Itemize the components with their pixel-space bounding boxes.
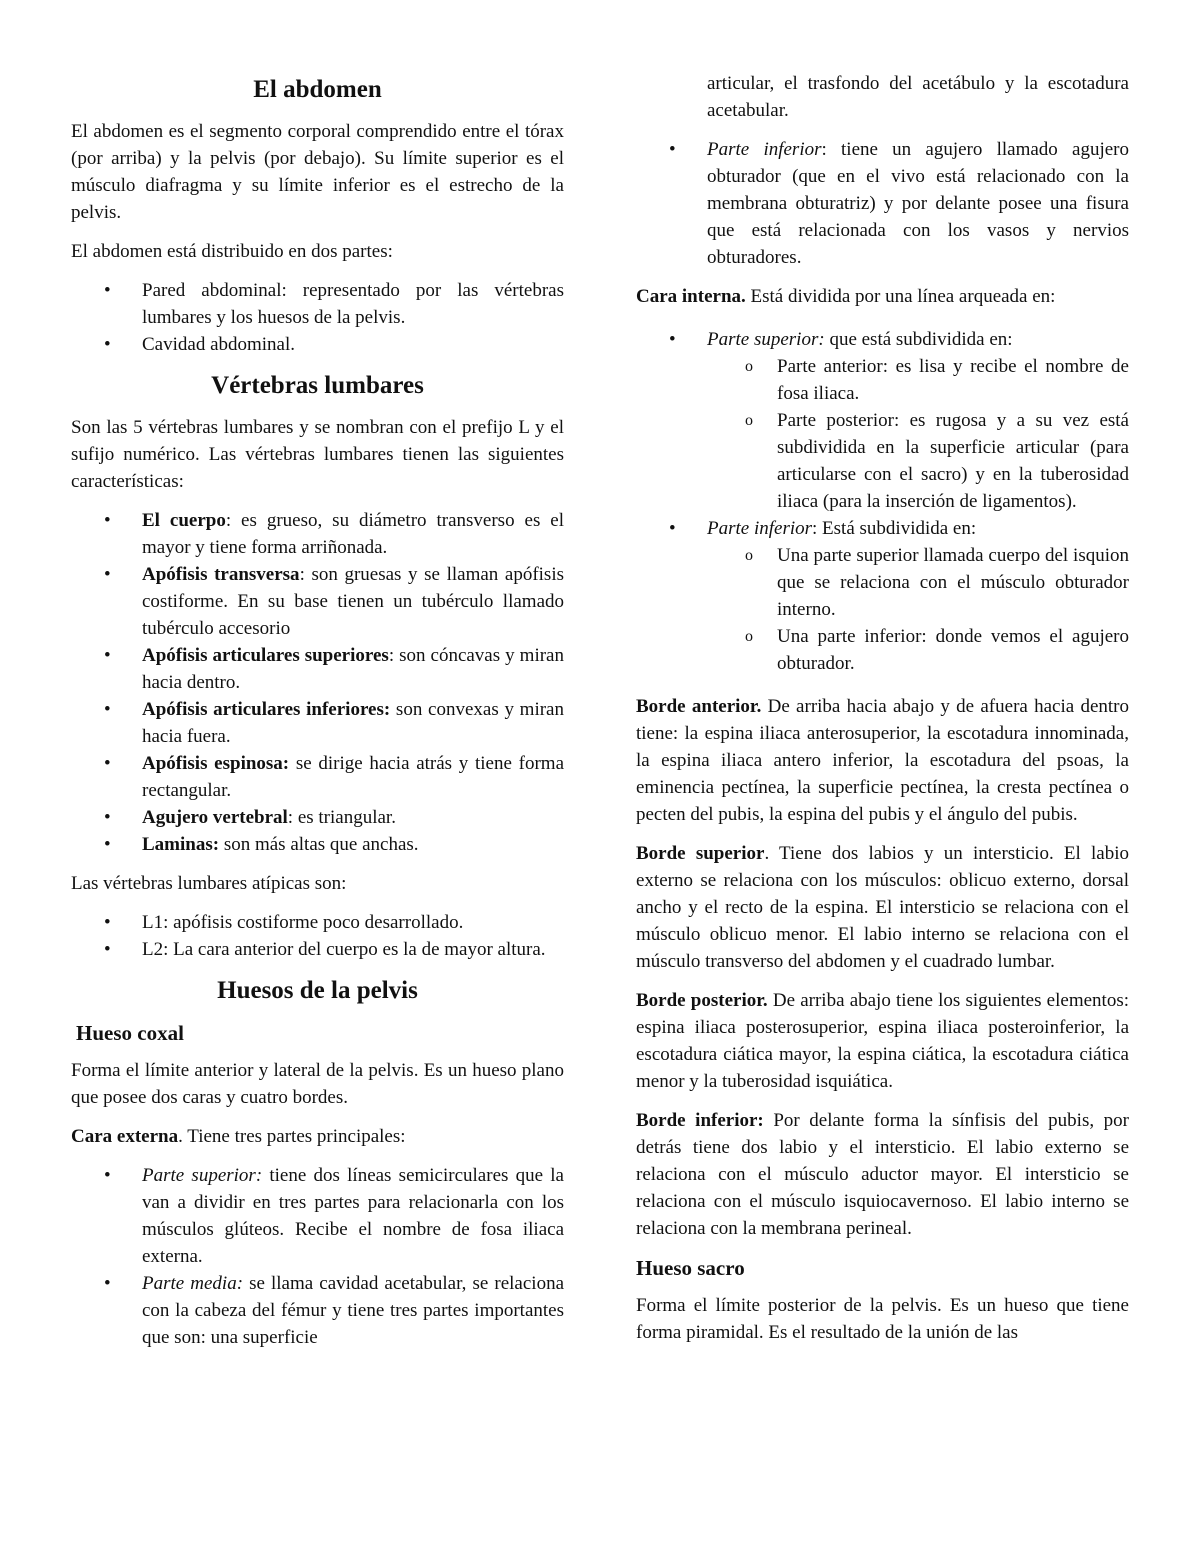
heading-huesos-pelvis: Huesos de la pelvis	[217, 977, 418, 1004]
list-item	[71, 831, 564, 858]
list-item	[71, 1270, 564, 1351]
term: El cuerpo	[142, 510, 226, 531]
description: : es grueso, su diámetro transverso es el mayor y tiene forma arriñonada.	[142, 510, 564, 558]
term: Borde anterior.	[636, 696, 762, 717]
description: . Tiene dos labios y un intersticio. El labio externo se relaciona con los músculos: oblicuo externo, dorsal ancho y el recto de la espina. El intersticio se relaciona con el músculo oblicuo menor. El labio interno se relaciona con el músculo transverso del abdomen y el cuadrado lumbar.	[636, 843, 1129, 972]
list-cara-interna-parts	[636, 326, 1129, 677]
description: : tiene un agujero llamado agujero obturador (que en el vivo está relacionado con la membrana obturatriz) y por delante posee una fisura que está relacionada con los vasos y nervios obturadores.	[707, 139, 1129, 268]
list-cara-externa-continued	[636, 136, 1129, 271]
description: son más altas que anchas.	[219, 834, 419, 855]
description: : es triangular.	[287, 807, 396, 828]
list-item	[71, 561, 564, 642]
paragraph-continuation: articular, el trasfondo del acetábulo y la escotadura acetabular.	[707, 73, 1129, 121]
paragraph-abdomen-definition: El abdomen es el segmento corporal comprendido entre el tórax (por arriba) y la pelvis (por debajo). Su límite superior es el músculo diafragma y su límite inferior es el estrecho de la pelvis.	[71, 121, 564, 223]
subheading-hueso-coxal: Hueso coxal	[76, 1021, 184, 1045]
description: De arriba abajo tiene los siguientes elementos: espina iliaca posterosuperior, espina iliaca posteroinferior, la escotadura ciática mayor, la espina ciática, la escotadura ciática menor y la tuberosidad isquiática.	[636, 990, 1129, 1092]
list-abdomen-parts	[71, 277, 564, 358]
term: Parte superior:	[142, 1165, 263, 1186]
list-item	[636, 136, 1129, 271]
left-column	[71, 66, 564, 1363]
paragraph-borde-superior	[636, 840, 1129, 975]
subheading-hueso-sacro: Hueso sacro	[636, 1256, 745, 1280]
paragraph-borde-inferior	[636, 1107, 1129, 1242]
term: Parte inferior	[707, 518, 813, 539]
list-item: • L1: apófisis costiforme poco desarrollado.	[71, 909, 564, 936]
description: : Está subdividida en:	[812, 518, 977, 539]
term: Apófisis articulares inferiores:	[142, 699, 391, 720]
description: se llama cavidad acetabular, se relaciona con la cabeza del fémur y tiene tres partes importantes que son: una superficie	[142, 1273, 565, 1348]
description: que está subdividida en:	[824, 329, 1013, 350]
sublist-parte-inferior	[707, 542, 1129, 677]
term: Apófisis articulares superiores	[142, 645, 389, 666]
paragraph-abdomen-parts-intro: El abdomen está distribuido en dos partes:	[71, 241, 393, 262]
term: Laminas:	[142, 834, 220, 855]
sublist-item: o Una parte superior llamada cuerpo del isquion que se relaciona con el músculo obturador interno.	[707, 542, 1129, 623]
sublist-item: o Parte posterior: es rugosa y a su vez está subdividida en la superficie articular (para articularse con el sacro) y en la tuberosidad iliaca (para la inserción de ligamentos).	[707, 407, 1129, 515]
term: Parte media:	[142, 1273, 244, 1294]
description: Por delante forma la sínfisis del pubis, por detrás tiene dos labio y el intersticio. El labio externo se relaciona con el músculo aductor mayor. El intersticio se relaciona con el músculo isquiocavernoso. El labio interno se relaciona con la membrana perineal.	[636, 1110, 1129, 1239]
description: De arriba hacia abajo y de afuera hacia dentro tiene: la espina iliaca anterosuperior, la escotadura innominada, la espina iliaca antero inferior, la escotadura del psoas, la eminencia pectínea, la superficie pectínea, la cresta pectínea o pecten del pubis, la espina del pubis y el ángulo del pubis.	[636, 696, 1129, 825]
term: Borde superior	[636, 843, 765, 864]
sublist-parte-superior	[707, 353, 1129, 515]
paragraph-vertebras-intro: Son las 5 vértebras lumbares y se nombran con el prefijo L y el sufijo numérico. Las vértebras lumbares tienen las siguientes características:	[71, 417, 564, 492]
term: Agujero vertebral	[142, 807, 288, 828]
term: Parte superior:	[707, 329, 825, 350]
description: tiene dos líneas semicirculares que la van a dividir en tres partes para relacionarla con los músculos glúteos. Recibe el nombre de fosa iliaca externa.	[142, 1165, 564, 1267]
sublist-item: o Una parte inferior: donde vemos el agujero obturador.	[707, 623, 1129, 677]
term: Apófisis transversa	[142, 564, 300, 585]
list-cara-externa-parts	[71, 1162, 564, 1351]
right-column	[636, 66, 1129, 1358]
heading-vertebras-lumbares: Vértebras lumbares	[211, 372, 424, 399]
list-item: • L2: La cara anterior del cuerpo es la de mayor altura.	[71, 936, 564, 963]
paragraph-cara-externa	[71, 1123, 564, 1150]
list-item	[71, 1162, 564, 1270]
paragraph-borde-anterior	[636, 693, 1129, 828]
description: son convexas y miran hacia fuera.	[142, 699, 564, 747]
sublist-item: o Parte anterior: es lisa y recibe el nombre de fosa iliaca.	[707, 353, 1129, 407]
list-item	[71, 804, 564, 831]
description: : son gruesas y se llaman apófisis costiforme. En su base tienen un tubérculo llamado tubérculo accesorio	[142, 564, 564, 639]
list-item: • Cavidad abdominal.	[71, 331, 564, 358]
list-item	[71, 642, 564, 696]
term: Borde posterior.	[636, 990, 768, 1011]
term: Cara interna.	[636, 286, 746, 307]
paragraph-cara-interna	[636, 283, 1129, 310]
description: : son cóncavas y miran hacia dentro.	[142, 645, 564, 693]
list-item: • Pared abdominal: representado por las vértebras lumbares y los huesos de la pelvis.	[71, 277, 564, 331]
paragraph-sacro-intro: Forma el límite posterior de la pelvis. Es un hueso que tiene forma piramidal. Es el resultado de la unión de las	[636, 1295, 1129, 1343]
description: . Tiene tres partes principales:	[178, 1126, 406, 1147]
term: Cara externa	[71, 1126, 179, 1147]
list-item	[71, 507, 564, 561]
paragraph-atypical-intro: Las vértebras lumbares atípicas son:	[71, 873, 347, 894]
list-item	[636, 326, 1129, 515]
paragraph-borde-posterior	[636, 987, 1129, 1095]
term: Parte inferior	[707, 139, 822, 160]
paragraph-coxal-intro: Forma el límite anterior y lateral de la pelvis. Es un hueso plano que posee dos caras y cuatro bordes.	[71, 1060, 564, 1108]
term: Apófisis espinosa:	[142, 753, 290, 774]
description: se dirige hacia atrás y tiene forma rectangular.	[142, 753, 564, 801]
list-item	[71, 696, 564, 750]
list-atypical-vertebrae	[71, 909, 564, 963]
list-item	[636, 515, 1129, 677]
heading-el-abdomen: El abdomen	[253, 76, 382, 103]
description: Está dividida por una línea arqueada en:	[745, 286, 1056, 307]
term: Borde inferior:	[636, 1110, 764, 1131]
list-item	[71, 750, 564, 804]
list-vertebra-features	[71, 507, 564, 858]
